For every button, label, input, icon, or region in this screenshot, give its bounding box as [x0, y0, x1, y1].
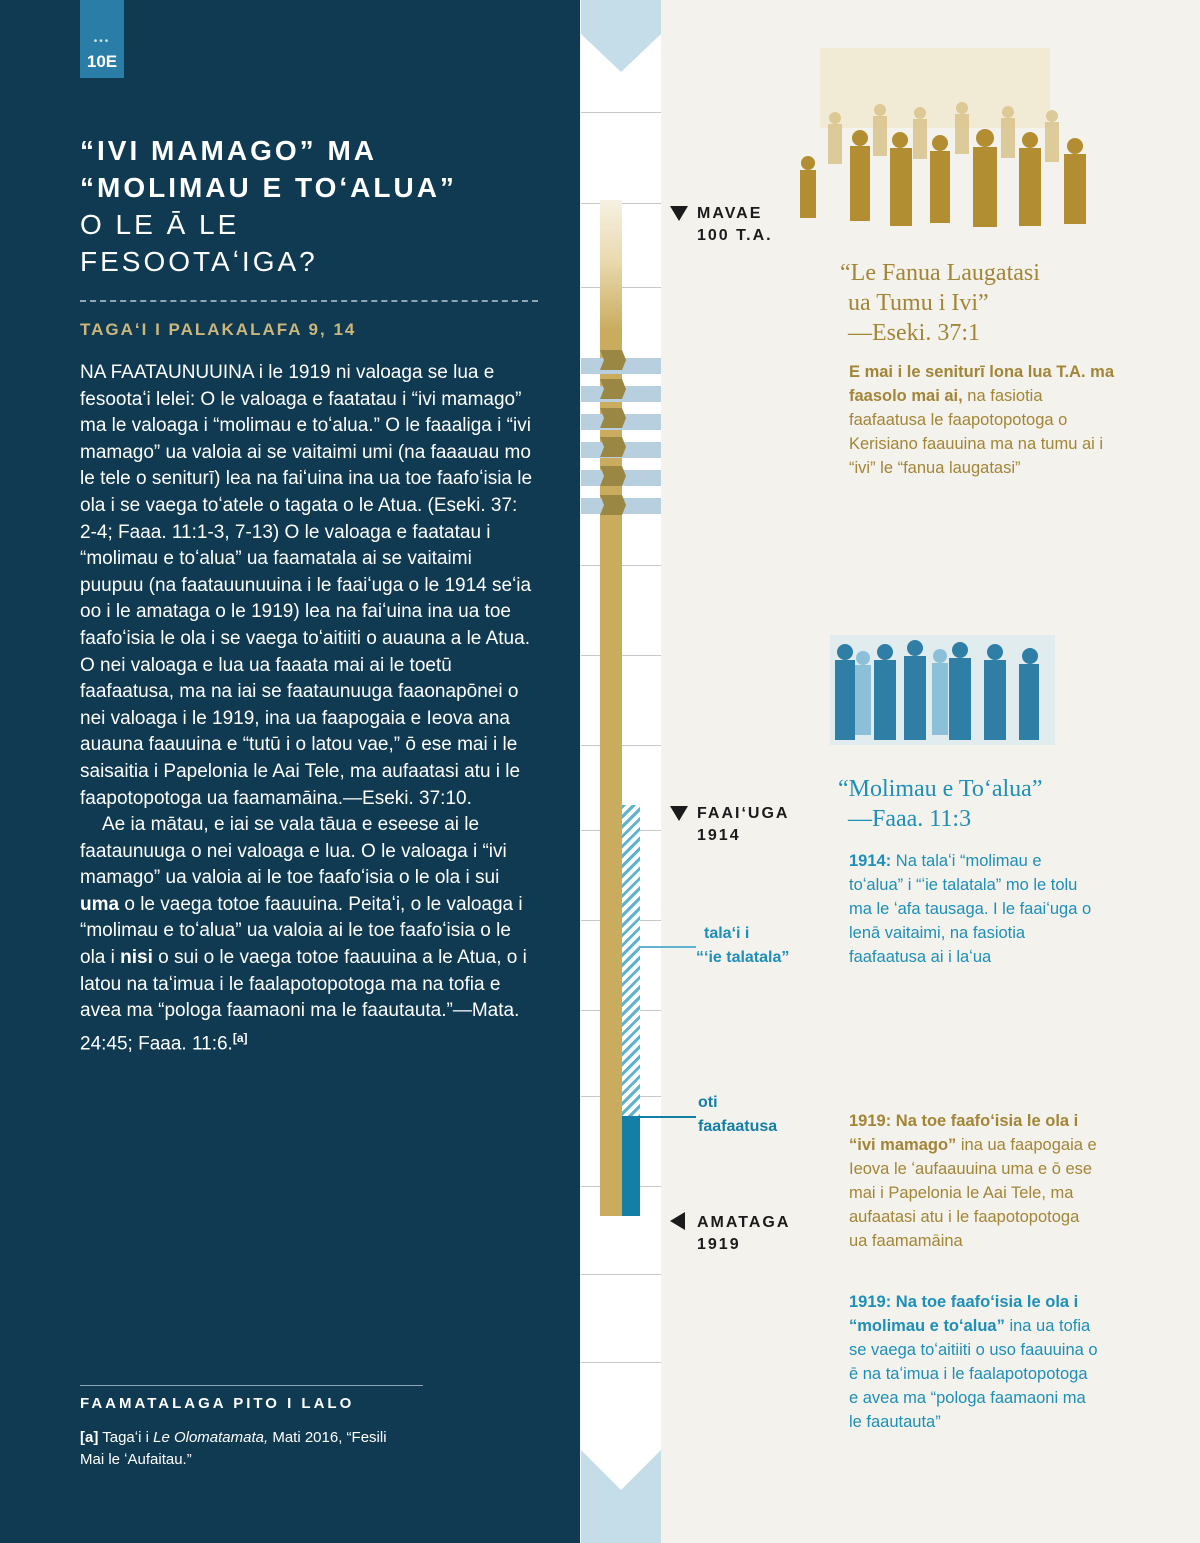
body-p2-text-c: o le vaega totoe faauuina. Peitaʻi, o le valoaga i “molimau e toʻalua” ua valoia ai le toe faafoʻisia o le ola i	[80, 893, 523, 969]
note-dry-bones	[849, 360, 1124, 480]
marker-1914	[670, 803, 789, 847]
footnote-divider	[80, 1385, 423, 1386]
quote-witnesses-line2: —Faaa. 11:3	[848, 806, 972, 832]
dead-connector	[640, 1116, 696, 1118]
footnote-publication: Le Olomatamata,	[153, 1429, 269, 1446]
down-triangle-icon	[670, 806, 688, 822]
body-p2-text-a: Ae ia mātau, e iai se vala tāua e eseese ai le faataunuuga o nei valoaga e lua. O le valoaga i “ivi mamago” ua valoia ai le toe faafoʻisia o le ola i sui	[80, 814, 507, 889]
rail-tick	[581, 1362, 661, 1363]
paragraph-reference: TAGAʻI I PALAKALAFA 9, 14	[80, 320, 357, 339]
label-sackcloth-line1: talaʻi i	[704, 925, 750, 942]
quote-two-witnesses	[838, 774, 1042, 834]
article-body	[80, 360, 535, 1058]
footnote-heading: FAAMATALAGA PITO I LALO	[80, 1395, 355, 1412]
note-1919-bones-text: ina ua faapogaia e Ieova le ʻaufaauuina uma e ō ese mai i Papelonia le Aai Tele, ma aufaatasi atu i le faapotopotoga ua faamamāina	[849, 1136, 1097, 1250]
marker-1919-line2: 1919	[697, 1236, 741, 1253]
marker-1914-line2: 1914	[697, 827, 741, 844]
title-line-3: O LE Ā LE	[80, 209, 240, 240]
timeline-top-chevron	[581, 0, 661, 72]
note-1919-witnesses-text: ina ua tofia se vaega toʻaitiiti o uso faauuina o ē na taʻimua i le faalapotopotoga e avea ma “pologa faamaoni ma le faautauta”	[849, 1317, 1098, 1431]
quote-dry-bones-line2: ua Tumu i Ivi”	[848, 290, 989, 316]
witnesses-preaching-bar	[622, 805, 640, 1116]
footnote-text	[80, 1427, 410, 1471]
note-1919-witnesses	[849, 1290, 1099, 1434]
marker-100-ce	[670, 203, 773, 247]
body-p2-emph-uma: uma	[80, 893, 120, 915]
label-sackcloth	[696, 922, 789, 970]
witnesses-dead-bar	[622, 1116, 640, 1216]
note-dry-bones-text: na fasiotia faafaatusa le faapotopotoga o Kerisiano faauuina ma na tumu ai i “ivi” le “fanua laugatasi”	[849, 387, 1104, 477]
note-1914	[849, 849, 1099, 969]
lying-connector	[640, 946, 696, 948]
quote-witnesses-line1: “Molimau e Toʻalua”	[838, 776, 1043, 802]
label-symbolic-death	[698, 1091, 777, 1139]
footnote-ref-link[interactable]: [a]	[232, 1030, 248, 1045]
marker-100-ce-line1: MAVAE	[697, 205, 763, 222]
page-title	[80, 132, 560, 280]
marker-100-ce-line2: 100 T.A.	[697, 227, 773, 244]
tag-dots: •••	[93, 36, 111, 47]
left-panel	[0, 0, 580, 1543]
marker-1914-line1: FAAIʻUGA	[697, 805, 790, 822]
rail-tick	[581, 112, 661, 113]
tag-number: 10E	[86, 52, 118, 71]
note-1919-dry-bones	[849, 1109, 1099, 1253]
left-triangle-icon	[670, 1212, 686, 1230]
note-1914-text: Na talaʻi “molimau e toʻalua” i “ʻie talatala” mo le tolu ma le ʻafa tausaga. I le faaiʻuga o lenā vaitaimi, na fasiotia faafaatusa ai i laʻua	[849, 852, 1092, 966]
body-paragraph-2	[80, 812, 535, 1058]
marker-1919-line1: AMATAGA	[697, 1214, 791, 1231]
note-dry-bones-bold: E mai i le seniturī lona lua T.A. ma faasolo mai ai,	[849, 363, 1114, 405]
title-line-1: “IVI MAMAGO” MA	[80, 135, 377, 166]
timeline-zigzag-stripes	[581, 350, 661, 526]
quote-dry-bones-line3: —Eseki. 37:1	[848, 320, 980, 346]
body-p2-text-e: o sui o le vaega totoe faauuina a le Atua, o i latou na taʻimua i le faalapotopotoga ma na tofia e avea ma “pologa faamaoni ma le faautauta.”—Mata. 24:45; Faaa. 11:6.	[80, 947, 527, 1055]
title-divider	[80, 300, 538, 302]
label-sackcloth-line2: “ʻie talatala”	[696, 949, 790, 966]
note-1914-bold: 1914:	[849, 852, 892, 870]
down-triangle-icon	[670, 206, 688, 222]
body-p2-emph-nisi: nisi	[120, 947, 153, 969]
label-death-line2: faafaatusa	[698, 1118, 778, 1135]
witnesses-illustration	[825, 630, 1065, 750]
quote-dry-bones	[840, 258, 1040, 348]
title-line-4: FESOOTAʻIGA?	[80, 246, 318, 277]
marker-1919	[670, 1212, 790, 1256]
footnote-marker: [a]	[80, 1429, 99, 1446]
title-line-2: “MOLIMAU E TOʻALUA”	[80, 172, 457, 203]
body-paragraph-1: NA FAATAUNUUINA i le 1919 ni valoaga se lua e fesootaʻi lelei: O le valoaga e faatatau i “ivi mamago” ma le valoaga i “molimau e toʻalua.” O le faaaliga i “ivi mamago” ua valoia ai se vaitaimi umi (na faaauau mo le tele o seniturī) lea na faiʻuina ina ua toe faafoʻisia le ola i se vaega toʻatele o tagata o le Atua. (Eseki. 37: 2-4; Faaa. 11:1-3, 7-13) O le valoaga e faatatau i “molimau e toʻalua” ua faamatala ai se vaitaimi puupuu (na faatauunuuina i le faaiʻuga o le 1914 seʻia oo i le amataga o le 1919) lea na faiʻuina ina ua toe faafoʻisia le ola i se vaega toʻaitiiti o auauna a le Atua. O nei valoaga e lua ua faaata mai ai le toetū faafaatusa, ma na iai se faataunuuga faaonapōnei o nei valoaga i le 1919, ina ua faapogaia e Ieova ana auauna faauuina e “tutū i o latou vae,” ō ese mai i le saisaitia i Papelonia le Aai Tele, ma aufaatasi atu i le faapotopotoga ua faamamāina.—Eseki. 37:10.	[80, 362, 533, 809]
note-1919-bones-bold: 1919: Na toe faafoʻisia le ola i “ivi mamago”	[849, 1112, 1079, 1154]
note-1919-witnesses-bold: 1919: Na toe faafoʻisia le ola i “molimau e toʻalua”	[849, 1293, 1079, 1335]
footnote-text-1: Tagaʻi i	[98, 1429, 154, 1446]
crowd-illustration	[790, 48, 1110, 238]
footnote-text-2: Mati 2016, “Fesili Mai le ʻAufaitau.”	[80, 1429, 387, 1468]
section-tag	[80, 0, 124, 78]
timeline-bottom-chevron	[581, 1450, 661, 1543]
quote-dry-bones-line1: “Le Fanua Laugatasi	[840, 260, 1040, 286]
label-death-line1: oti	[698, 1094, 718, 1111]
rail-tick	[581, 1274, 661, 1275]
